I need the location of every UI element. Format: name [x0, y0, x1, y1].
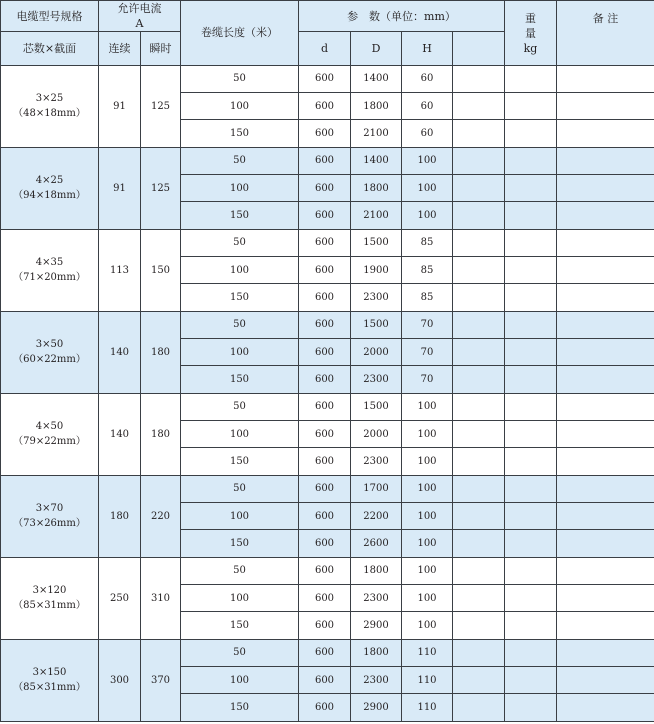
remarks-cell [557, 639, 654, 666]
remarks-cell [557, 311, 654, 338]
header-weight-char-1: 重 [525, 12, 536, 25]
length-cell: 150 [181, 366, 299, 393]
H-cell: 100 [402, 147, 453, 174]
instant-current-cell: 370 [141, 639, 181, 721]
D-cell: 1800 [351, 175, 402, 202]
blank-cell [453, 175, 505, 202]
header-row-1 [1, 1, 654, 32]
blank-cell [453, 284, 505, 311]
H-cell: 85 [402, 284, 453, 311]
header-core-section: 芯数×截面 [1, 32, 99, 65]
D-cell: 2000 [351, 421, 402, 448]
D-cell: 2300 [351, 667, 402, 694]
blank-cell [453, 93, 505, 120]
table-row [1, 147, 654, 174]
blank-cell [453, 448, 505, 475]
spec-dimensions: （48×18mm） [13, 108, 86, 120]
d-cell: 600 [299, 475, 351, 502]
spec-cell [1, 557, 99, 639]
D-cell: 2900 [351, 612, 402, 639]
remarks-cell [557, 557, 654, 584]
H-cell: 60 [402, 120, 453, 147]
remarks-cell [557, 257, 654, 284]
H-cell: 60 [402, 65, 453, 92]
H-cell: 100 [402, 475, 453, 502]
spec-core-section: 4×25 [35, 175, 64, 187]
length-cell: 50 [181, 311, 299, 338]
spec-dimensions: （71×20mm） [13, 272, 86, 284]
d-cell: 600 [299, 229, 351, 256]
H-cell: 70 [402, 311, 453, 338]
D-cell: 2600 [351, 530, 402, 557]
d-cell: 600 [299, 147, 351, 174]
weight-cell [505, 612, 557, 639]
H-cell: 100 [402, 202, 453, 229]
blank-cell [453, 147, 505, 174]
table-row [1, 475, 654, 502]
spec-cell [1, 147, 99, 229]
blank-cell [453, 393, 505, 420]
length-cell: 150 [181, 202, 299, 229]
H-cell: 100 [402, 557, 453, 584]
d-cell: 600 [299, 557, 351, 584]
blank-cell [453, 639, 505, 666]
blank-cell [453, 667, 505, 694]
weight-cell [505, 202, 557, 229]
remarks-cell [557, 339, 654, 366]
header-current [99, 1, 181, 32]
D-cell: 2300 [351, 448, 402, 475]
length-cell: 50 [181, 639, 299, 666]
blank-cell [453, 421, 505, 448]
weight-cell [505, 475, 557, 502]
instant-current-cell: 125 [141, 65, 181, 147]
d-cell: 600 [299, 421, 351, 448]
header-blank [453, 32, 505, 65]
header-d: d [299, 32, 351, 65]
remarks-cell [557, 366, 654, 393]
D-cell: 2300 [351, 366, 402, 393]
table-row [1, 557, 654, 584]
remarks-cell [557, 229, 654, 256]
H-cell: 100 [402, 393, 453, 420]
header-continuous: 连续 [99, 32, 141, 65]
instant-current-cell: 220 [141, 475, 181, 557]
weight-cell [505, 366, 557, 393]
header-weight-unit: kg [523, 42, 538, 55]
spec-core-section: 3×25 [35, 93, 64, 105]
remarks-cell [557, 120, 654, 147]
spec-dimensions: （60×22mm） [13, 354, 86, 366]
D-cell: 1800 [351, 639, 402, 666]
remarks-cell [557, 585, 654, 612]
weight-cell [505, 557, 557, 584]
weight-cell [505, 175, 557, 202]
continuous-current-cell: 140 [99, 393, 141, 475]
D-cell: 1700 [351, 475, 402, 502]
header-params: 参 数（单位：mm） [299, 1, 505, 32]
H-cell: 100 [402, 421, 453, 448]
H-cell: 100 [402, 612, 453, 639]
weight-cell [505, 448, 557, 475]
d-cell: 600 [299, 585, 351, 612]
H-cell: 100 [402, 585, 453, 612]
length-cell: 100 [181, 421, 299, 448]
table-row [1, 393, 654, 420]
H-cell: 110 [402, 639, 453, 666]
continuous-current-cell: 180 [99, 475, 141, 557]
table-row [1, 65, 654, 92]
continuous-current-cell: 250 [99, 557, 141, 639]
D-cell: 1500 [351, 311, 402, 338]
spec-dimensions: （79×22mm） [13, 436, 86, 448]
d-cell: 600 [299, 175, 351, 202]
spec-cell [1, 639, 99, 721]
table-row [1, 639, 654, 666]
remarks-cell [557, 503, 654, 530]
spec-cell [1, 229, 99, 311]
D-cell: 2200 [351, 503, 402, 530]
D-cell: 1400 [351, 65, 402, 92]
remarks-cell [557, 448, 654, 475]
length-cell: 150 [181, 448, 299, 475]
D-cell: 1500 [351, 393, 402, 420]
d-cell: 600 [299, 65, 351, 92]
spec-dimensions: （73×26mm） [13, 518, 86, 530]
d-cell: 600 [299, 257, 351, 284]
header-H: H [402, 32, 453, 65]
instant-current-cell: 150 [141, 229, 181, 311]
length-cell: 100 [181, 667, 299, 694]
spec-core-section: 4×50 [35, 421, 64, 433]
remarks-cell [557, 475, 654, 502]
blank-cell [453, 366, 505, 393]
D-cell: 1800 [351, 93, 402, 120]
weight-cell [505, 311, 557, 338]
H-cell: 100 [402, 175, 453, 202]
spec-dimensions: （85×31mm） [13, 682, 86, 694]
d-cell: 600 [299, 667, 351, 694]
length-cell: 100 [181, 175, 299, 202]
spec-cell [1, 393, 99, 475]
spec-cell [1, 65, 99, 147]
length-cell: 100 [181, 93, 299, 120]
d-cell: 600 [299, 612, 351, 639]
weight-cell [505, 530, 557, 557]
blank-cell [453, 339, 505, 366]
blank-cell [453, 229, 505, 256]
blank-cell [453, 257, 505, 284]
H-cell: 85 [402, 257, 453, 284]
length-cell: 150 [181, 120, 299, 147]
d-cell: 600 [299, 694, 351, 722]
length-cell: 100 [181, 257, 299, 284]
header-weight-char-2: 量 [525, 27, 536, 40]
spec-core-section: 3×50 [35, 339, 64, 351]
weight-cell [505, 585, 557, 612]
continuous-current-cell: 91 [99, 147, 141, 229]
weight-cell [505, 339, 557, 366]
weight-cell [505, 229, 557, 256]
length-cell: 100 [181, 339, 299, 366]
blank-cell [453, 694, 505, 722]
remarks-cell [557, 530, 654, 557]
D-cell: 2000 [351, 339, 402, 366]
header-D: D [351, 32, 402, 65]
blank-cell [453, 585, 505, 612]
length-cell: 50 [181, 147, 299, 174]
weight-cell [505, 421, 557, 448]
d-cell: 600 [299, 366, 351, 393]
H-cell: 70 [402, 339, 453, 366]
weight-cell [505, 667, 557, 694]
header-current-label: 允许电流 [117, 2, 162, 16]
spec-cell [1, 475, 99, 557]
weight-cell [505, 93, 557, 120]
remarks-cell [557, 65, 654, 92]
length-cell: 150 [181, 284, 299, 311]
spec-core-section: 3×120 [32, 585, 67, 597]
D-cell: 1800 [351, 557, 402, 584]
D-cell: 2300 [351, 585, 402, 612]
length-cell: 50 [181, 229, 299, 256]
weight-cell [505, 694, 557, 722]
spec-dimensions: （85×31mm） [13, 600, 86, 612]
table-row [1, 311, 654, 338]
weight-cell [505, 393, 557, 420]
d-cell: 600 [299, 284, 351, 311]
d-cell: 600 [299, 448, 351, 475]
remarks-cell [557, 393, 654, 420]
weight-cell [505, 257, 557, 284]
blank-cell [453, 557, 505, 584]
instant-current-cell: 310 [141, 557, 181, 639]
H-cell: 100 [402, 503, 453, 530]
remarks-cell [557, 612, 654, 639]
remarks-cell [557, 175, 654, 202]
D-cell: 1900 [351, 257, 402, 284]
instant-current-cell: 125 [141, 147, 181, 229]
D-cell: 2300 [351, 284, 402, 311]
d-cell: 600 [299, 530, 351, 557]
H-cell: 60 [402, 93, 453, 120]
blank-cell [453, 612, 505, 639]
D-cell: 2100 [351, 202, 402, 229]
D-cell: 1400 [351, 147, 402, 174]
continuous-current-cell: 140 [99, 311, 141, 393]
weight-cell [505, 147, 557, 174]
d-cell: 600 [299, 339, 351, 366]
header-remarks: 备 注 [557, 1, 654, 66]
header-length: 卷缆长度（米） [181, 1, 299, 66]
d-cell: 600 [299, 202, 351, 229]
table-row [1, 229, 654, 256]
H-cell: 110 [402, 694, 453, 722]
spec-cell [1, 311, 99, 393]
remarks-cell [557, 93, 654, 120]
D-cell: 2900 [351, 694, 402, 722]
instant-current-cell: 180 [141, 393, 181, 475]
length-cell: 150 [181, 694, 299, 722]
length-cell: 150 [181, 612, 299, 639]
continuous-current-cell: 113 [99, 229, 141, 311]
spec-core-section: 3×70 [35, 503, 64, 515]
remarks-cell [557, 421, 654, 448]
d-cell: 600 [299, 93, 351, 120]
weight-cell [505, 503, 557, 530]
blank-cell [453, 503, 505, 530]
H-cell: 70 [402, 366, 453, 393]
spec-core-section: 3×150 [32, 667, 67, 679]
remarks-cell [557, 202, 654, 229]
instant-current-cell: 180 [141, 311, 181, 393]
H-cell: 110 [402, 667, 453, 694]
d-cell: 600 [299, 120, 351, 147]
length-cell: 50 [181, 557, 299, 584]
header-current-unit: A [135, 17, 144, 31]
weight-cell [505, 639, 557, 666]
blank-cell [453, 120, 505, 147]
weight-cell [505, 284, 557, 311]
header-weight [505, 1, 557, 66]
length-cell: 50 [181, 65, 299, 92]
spec-dimensions: （94×18mm） [13, 190, 86, 202]
blank-cell [453, 65, 505, 92]
H-cell: 100 [402, 448, 453, 475]
D-cell: 1500 [351, 229, 402, 256]
length-cell: 150 [181, 530, 299, 557]
length-cell: 100 [181, 585, 299, 612]
D-cell: 2100 [351, 120, 402, 147]
d-cell: 600 [299, 503, 351, 530]
header-spec: 电缆型号规格 [1, 1, 99, 32]
blank-cell [453, 202, 505, 229]
remarks-cell [557, 667, 654, 694]
blank-cell [453, 530, 505, 557]
blank-cell [453, 311, 505, 338]
d-cell: 600 [299, 311, 351, 338]
remarks-cell [557, 694, 654, 722]
H-cell: 100 [402, 530, 453, 557]
d-cell: 600 [299, 393, 351, 420]
blank-cell [453, 475, 505, 502]
length-cell: 100 [181, 503, 299, 530]
continuous-current-cell: 300 [99, 639, 141, 721]
remarks-cell [557, 147, 654, 174]
header-instant: 瞬时 [141, 32, 181, 65]
H-cell: 85 [402, 229, 453, 256]
d-cell: 600 [299, 639, 351, 666]
weight-cell [505, 120, 557, 147]
remarks-cell [557, 284, 654, 311]
length-cell: 50 [181, 393, 299, 420]
spec-core-section: 4×35 [35, 257, 64, 269]
length-cell: 50 [181, 475, 299, 502]
continuous-current-cell: 91 [99, 65, 141, 147]
weight-cell [505, 65, 557, 92]
